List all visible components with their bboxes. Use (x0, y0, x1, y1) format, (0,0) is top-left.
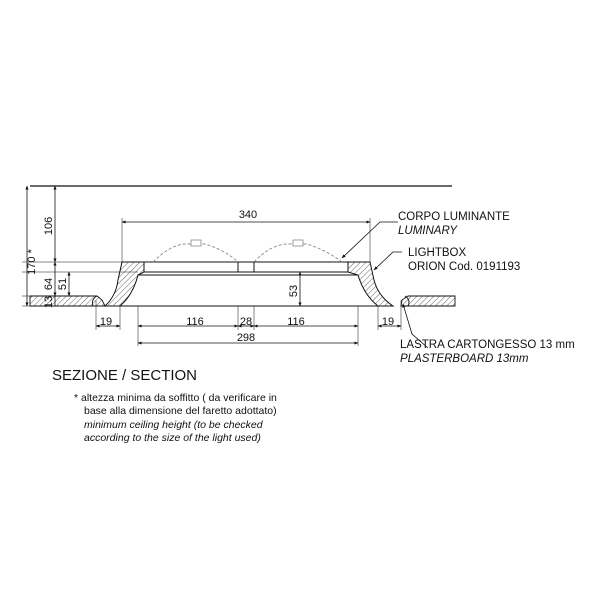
plasterboard-left (30, 295, 105, 309)
note-it-line1: * altezza minima da soffitto ( da verificare in (74, 392, 277, 404)
note-en-line2: according to the size of the light used) (84, 432, 261, 444)
note-it-line2: base alla dimensione del faretto adottato) (84, 405, 277, 417)
label-lightbox: LIGHTBOX (408, 247, 467, 259)
label-luminary-it: CORPO LUMINANTE (398, 211, 510, 223)
dim-left-opening: 116 (186, 316, 204, 328)
label-lightbox-code: ORION Cod. 0191193 (408, 261, 521, 273)
plasterboard-right (401, 296, 455, 306)
section-title: SEZIONE / SECTION (52, 367, 198, 384)
label-plaster-it: LASTRA CARTONGESSO 13 mm (400, 339, 575, 351)
label-plaster-en: PLASTERBOARD 13mm (400, 353, 529, 365)
leader-lines (342, 222, 428, 348)
label-luminary-en: LUMINARY (398, 225, 457, 237)
dim-right-flange: 19 (381, 316, 395, 328)
dim-depth: 53 (288, 284, 300, 298)
dim-upper-height: 106 (43, 216, 55, 236)
luminary (144, 240, 348, 272)
dim-inner-height: 51 (57, 277, 69, 291)
note-en-line1: minimum ceiling height (to be checked (84, 419, 263, 431)
dim-box-height: 64 (43, 277, 55, 291)
dim-total-height: 170 * (26, 249, 38, 275)
dim-center-gap: 28 (239, 316, 253, 328)
dim-overall-width: 340 (238, 209, 258, 221)
dim-inner-width: 298 (236, 332, 256, 344)
dim-left-flange: 19 (99, 316, 113, 328)
dim-right-opening: 116 (287, 316, 305, 328)
dim-plaster-thickness: 13 (43, 295, 55, 309)
